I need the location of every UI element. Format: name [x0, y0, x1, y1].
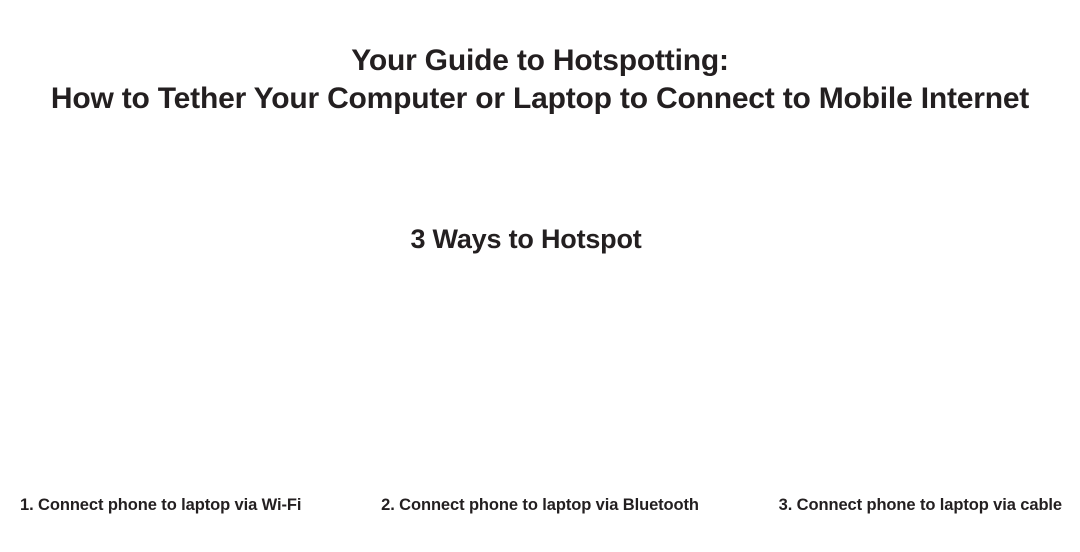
caption-row	[0, 496, 1080, 515]
caption-item-wifi: 1. Connect phone to laptop via Wi-Fi	[20, 496, 302, 514]
title-line-secondary: How to Tether Your Computer or Laptop to Connect to Mobile Internet	[50, 82, 1030, 115]
caption-item-cable: 3. Connect phone to laptop via cable	[778, 496, 1062, 514]
caption-item-bluetooth: 2. Connect phone to laptop via Bluetooth	[381, 496, 699, 514]
illustration-area	[0, 290, 1080, 460]
title-line-primary: Your Guide to Hotspotting:	[351, 44, 729, 77]
section-heading	[0, 224, 1080, 255]
page-title	[0, 42, 1080, 118]
section-heading-label: 3 Ways to Hotspot	[410, 224, 642, 254]
